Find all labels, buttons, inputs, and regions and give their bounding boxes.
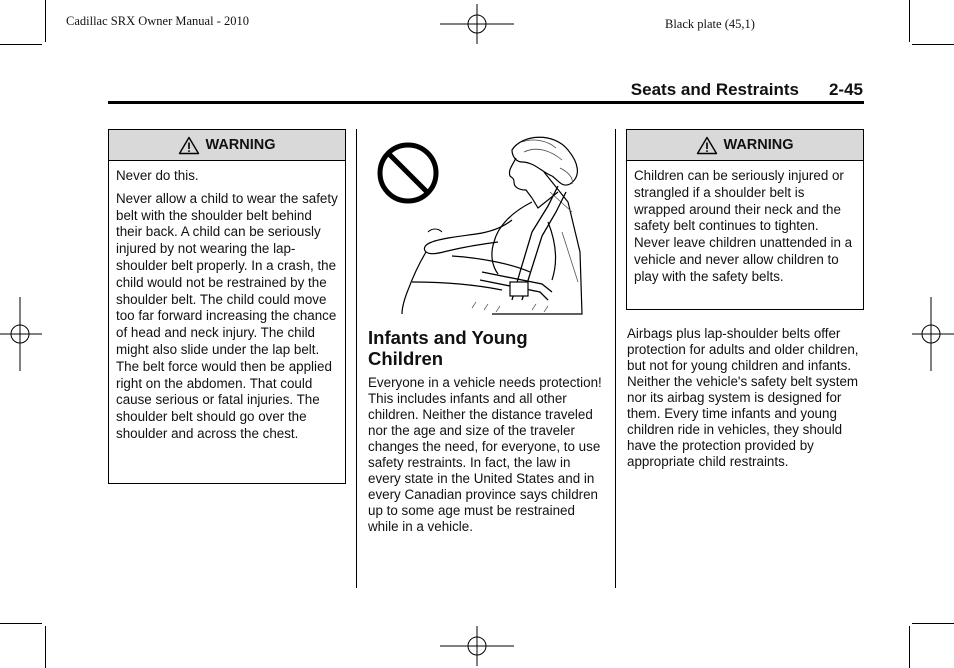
middle-body-text: Everyone in a vehicle needs protection! This includes infants and all other children. Neither the distance traveled nor the age and size of the traveler changes the need, for everyone, to use safety restraints. In fact, the law in every state in the United States and in every Canadian province says children up to some age must be restrained while in a vehicle. [368,375,602,534]
registration-mark-bottom [440,626,514,666]
warning-paragraph: Never do this. [116,168,199,183]
registration-mark-top [440,4,514,44]
header-rule [108,101,864,104]
warning-body [627,161,863,292]
column-divider-right [615,129,616,588]
warning-paragraph: Never allow a child to wear the safety belt with the shoulder belt behind their back. A child can be seriously injured by not wearing the lap-shoulder belt properly. In a crash, the child would not be restrained by the shoulder belt. The child could move too far forward increasing the chance of head and neck injury. The child might also slide under the lap belt. The belt force would then be applied right on the abdomen. That could cause serious or fatal injuries. The shoulder belt should go over the shoulder and across the chest. [116,190,338,441]
prohibition-icon [380,145,436,201]
warning-header [109,130,345,161]
warning-triangle-icon [696,136,718,155]
warning-box-right [626,129,864,310]
section-heading: Infants and Young Children [368,327,528,369]
warning-label: WARNING [205,137,276,153]
registration-mark-right [910,297,954,371]
warning-box-left [108,129,346,484]
section-title: Seats and Restraints [630,80,799,99]
warning-body [109,161,345,449]
warning-paragraph: Children can be seriously injured or strangled if a shoulder belt is wrapped around their neck and the safety belt continues to tighten. Never leave children unattended in a vehicle and never allow children to play with the safety belts. [634,168,853,284]
registration-mark-left [0,297,42,371]
child-incorrect-belt-illustration [372,132,586,316]
warning-label: WARNING [723,137,794,153]
warning-triangle-icon [178,136,200,155]
column-divider-left [356,129,357,588]
running-header-right: Black plate (45,1) [665,17,755,31]
warning-header [627,130,863,161]
section-header [631,80,863,100]
right-body-text: Airbags plus lap-shoulder belts offer protection for adults and older children, but not for young children and infants. Neither the vehicle's safety belt system nor its airbag system is designed for them. Every time infants and young children ride in vehicles, they should have the protection provided by appropriate child restraints. [627,326,859,469]
page-number: 2-45 [828,80,863,99]
running-header-left: Cadillac SRX Owner Manual - 2010 [66,14,249,28]
